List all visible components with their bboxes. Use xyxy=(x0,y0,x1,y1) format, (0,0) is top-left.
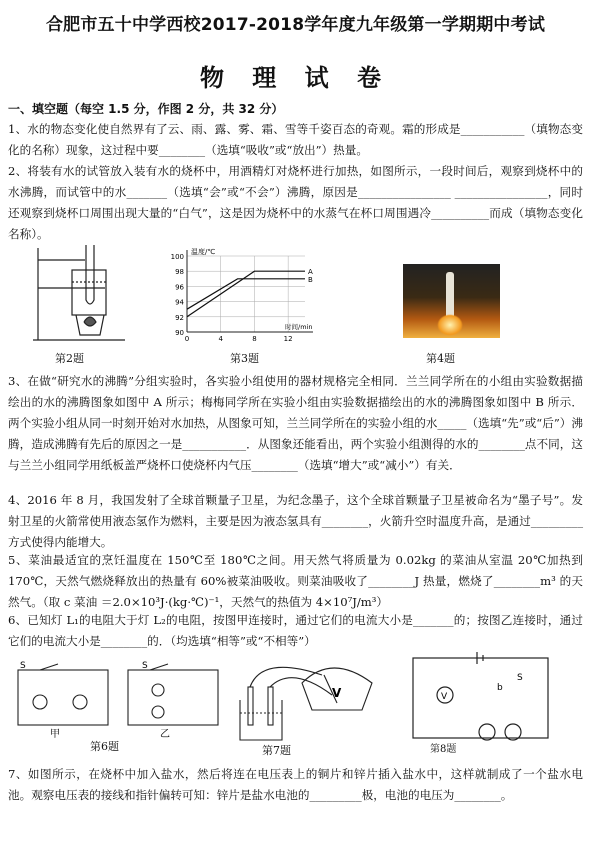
svg-text:S: S xyxy=(20,661,26,671)
chart-x-axis-label: 时间/min xyxy=(285,323,313,331)
chart-y-tick-label: 92 xyxy=(175,313,184,322)
exam-subtitle: 物 理 试 卷 xyxy=(199,63,392,92)
figure-7-caption: 第7题 xyxy=(262,744,291,757)
chart-series-label-B: B xyxy=(308,275,313,284)
figure-8-caption: 第8题 xyxy=(430,744,457,755)
svg-text:V: V xyxy=(332,686,342,700)
question-7: 7、如图所示，在烧杯中加入盐水，然后将连在电压表上的铜片和锌片插入盐水中，这样就制成了一个盐水电池。观察电压表的接线和指针偏转可知：锌片是盐水电池的_________极，电池的电压为________。 xyxy=(8,767,583,802)
figure-3-chart xyxy=(165,244,330,354)
figure-6-label-yi: 乙 xyxy=(160,729,170,740)
question-2: 2、将装有水的试管放入装有水的烧杯中，用酒精灯对烧杯进行加热，如图所示，一段时间后，观察到烧杯中的水沸腾，而试管中的水_______（选填“会”或“不会”）沸腾，原因是________________ ________________，同时还观察到烧杯口周围出现大量的“白气”，这是因为烧杯中的水蒸气在杯口周围遇冷__________而成（填物态变化名称）。 xyxy=(8,164,583,241)
svg-text:V: V xyxy=(441,692,448,702)
figure-4-caption: 第4题 xyxy=(426,352,455,365)
question-3: 3、在做“研究水的沸腾”分组实验时，各实验小组使用的器材规格完全相同．兰兰同学所在的小组由实验数据描绘出的水的沸腾图象如图中 A 所示；梅梅同学所在实验小组由实验数据描绘出的水的沸腾图象如图中 B 所示．两个实验小组从同一时刻开始对水加热，从图象可知，兰兰同学所在的实验小组的水_____（选填“先”或“后”）沸腾，造成沸腾有先后的原因之一是___________．从图象还能看出，两个实验小组测得的水的________点不同，这与兰兰小组同学用纸板盖严烧杯口使烧杯内气压________（选填“增大”或“减小”）有关． xyxy=(8,374,583,472)
figure-6-circuits xyxy=(10,660,230,740)
question-5: 5、菜油最适宜的烹饪温度在 150℃至 180℃之间。用天然气将质量为 0.02kg 的菜油从室温 20℃加热到170℃，天然气燃烧释放出的热量有 60%被菜油吸收。则菜油吸收了________J 热量，燃烧了________m³ 的天然气。（取 c 菜油 ＝2.0×10³J·(kg·℃)⁻¹，天然气的热值为 4×10⁷J/m³） xyxy=(8,553,583,609)
figure-6-caption: 第6题 xyxy=(90,740,119,753)
chart-x-tick-label: 0 xyxy=(184,335,190,343)
figure-2-caption: 第2题 xyxy=(55,352,84,365)
question-4: 4、2016 年 8 月，我国发射了全球首颗量子卫星，为纪念墨子，这个全球首颗量子卫星被命名为“墨子号”。发射卫星的火箭常使用液态氢作为燃料，主要是因为液态氢具有________，火箭升空时温度升高，是通过_________方式使得内能增大。 xyxy=(8,493,583,549)
chart-x-tick-label: 8 xyxy=(252,335,257,343)
chart-x-tick-label: 4 xyxy=(218,335,223,343)
figure-6-label-jia: 甲 xyxy=(50,729,60,740)
chart-y-tick-label: 98 xyxy=(175,268,184,277)
chart-y-tick-label: 94 xyxy=(175,298,184,307)
chart-y-tick-label: 100 xyxy=(170,253,184,261)
svg-text:S: S xyxy=(142,661,148,671)
chart-series-line-A xyxy=(187,271,305,317)
figure-8-circuit xyxy=(405,650,555,755)
figure-7-voltmeter-beaker xyxy=(232,655,382,747)
exam-title: 合肥市五十中学西校2017-2018学年度九年级第一学期期中考试 xyxy=(45,15,546,35)
chart-y-tick-label: 90 xyxy=(175,329,184,337)
chart-series-label-A: A xyxy=(308,268,313,277)
svg-text:S: S xyxy=(517,673,523,683)
question-1: 1、水的物态变化使自然界有了云、雨、露、雾、霜、雪等千姿百态的奇观。霜的形成是___________（填物态变化的名称）现象，这过程中要________（选填“吸收”或“放出”）热量。 xyxy=(8,122,583,157)
svg-text:b: b xyxy=(497,683,503,693)
figure-2-apparatus xyxy=(30,240,140,350)
figure-3-caption: 第3题 xyxy=(230,352,259,365)
figure-4-rocket-photo xyxy=(403,264,500,338)
chart-x-tick-label: 12 xyxy=(283,335,293,343)
chart-y-tick-label: 96 xyxy=(175,283,184,292)
question-6: 6、已知灯 L₁的电阻大于灯 L₂的电阻，按图甲连接时，通过它们的电流大小是_______的；按图乙连接时，通过它们的电流大小是________的．（均选填“相等”或“不相等”） xyxy=(8,613,583,648)
chart-y-axis-label: 温度/℃ xyxy=(191,248,216,256)
section-heading: 一、填空题（每空 1.5 分，作图 2 分，共 32 分） xyxy=(8,102,284,116)
